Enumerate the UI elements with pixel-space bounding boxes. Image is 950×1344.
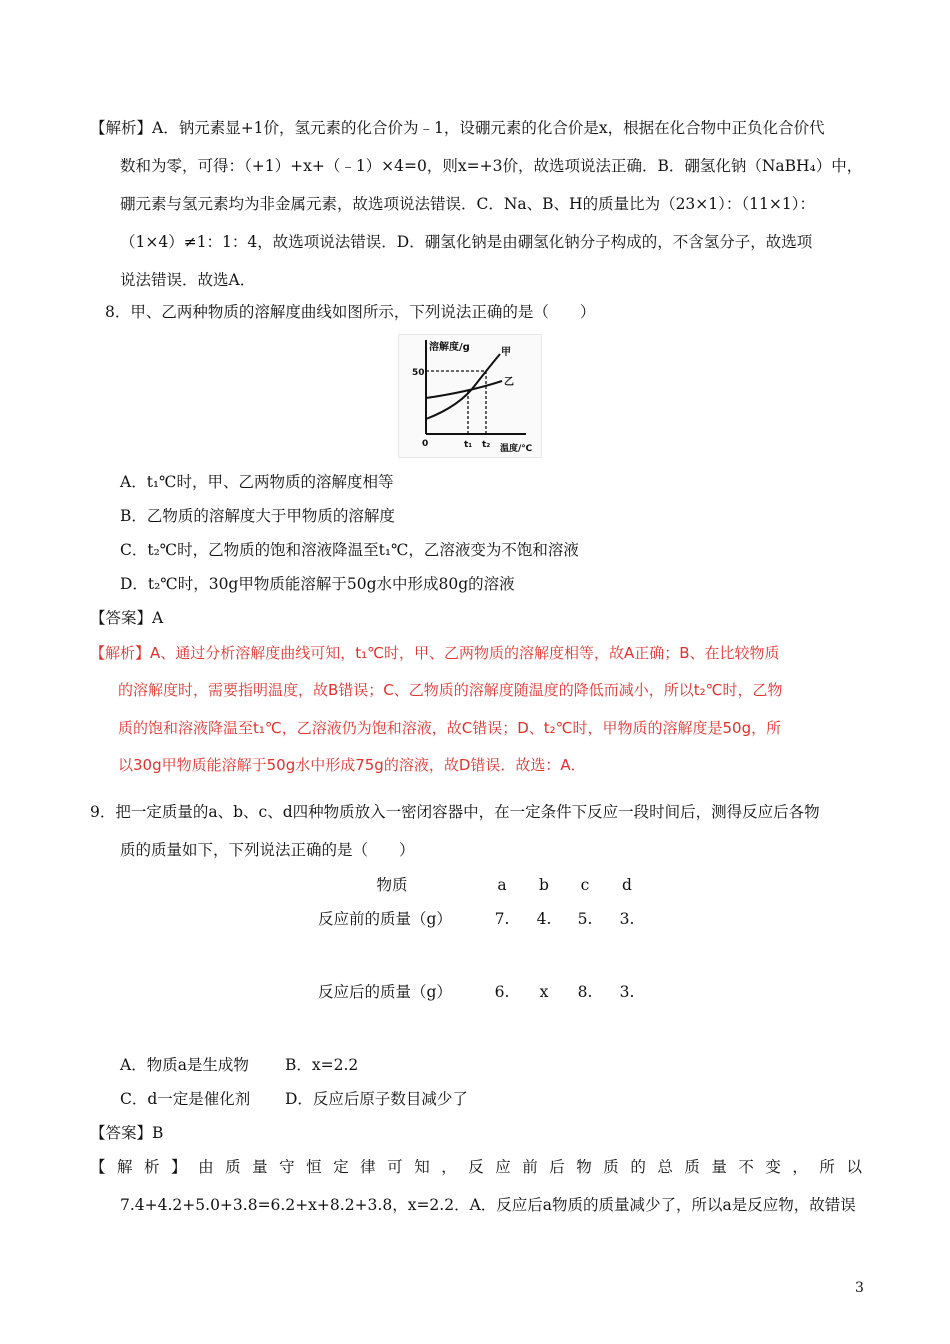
- table-after-a: 6.: [494, 983, 510, 1001]
- analysis-char: ，: [792, 1158, 808, 1176]
- analysis-char: 定: [333, 1158, 349, 1176]
- y-tick-50: 50: [412, 368, 425, 378]
- table-before-d: 3.: [619, 910, 635, 928]
- table-header-a: a: [497, 876, 507, 894]
- x-tick-t1: t₁: [464, 440, 473, 450]
- analysis-char: 质: [603, 1158, 619, 1176]
- table-header-d: d: [622, 876, 632, 894]
- analysis-line-3: 硼元素与氢元素均为非金属元素，故选项说法错误．C．Na、B、H的质量比为（23×1）：（11×1）：: [120, 195, 815, 213]
- analysis-char: 【: [90, 1158, 106, 1176]
- table-header-substance: 物质: [376, 876, 408, 894]
- y-axis-label: 溶解度/g: [429, 342, 470, 353]
- analysis-char: 质: [684, 1158, 700, 1176]
- analysis-char: ，: [441, 1158, 457, 1176]
- q8-option-d: D．t₂℃时，30g甲物质能溶解于50g水中形成80g的溶液: [120, 575, 515, 593]
- analysis-line-4: （1×4）≠1：1：4，故选项说法错误．D．硼氢化钠是由硼氢化钠分子构成的，不含氢分子，故选项: [120, 233, 813, 251]
- analysis-char: 后: [549, 1158, 565, 1176]
- q8-analysis-line-1: 【解析】A、通过分析溶解度曲线可知，t₁℃时，甲、乙两物质的溶解度相等，故A正确；B、在比较物质: [90, 644, 780, 662]
- q8-option-a: A．t₁℃时，甲、乙两物质的溶解度相等: [120, 473, 394, 491]
- q9-analysis-line-1: [90, 1157, 862, 1177]
- analysis-char: 不: [738, 1158, 754, 1176]
- analysis-char: 析: [144, 1158, 160, 1176]
- analysis-char: 总: [657, 1158, 673, 1176]
- q8-option-c: C．t₂℃时，乙物质的饱和溶液降温至t₁℃，乙溶液变为不饱和溶液: [120, 541, 579, 559]
- analysis-char: 应: [495, 1158, 511, 1176]
- analysis-char: 以: [846, 1158, 862, 1176]
- analysis-char: 知: [414, 1158, 430, 1176]
- analysis-char: 律: [360, 1158, 376, 1176]
- q9-option-a: A．物质a是生成物: [120, 1056, 249, 1074]
- q8-answer: 【答案】A: [90, 609, 164, 627]
- series-label-jia: 甲: [501, 347, 511, 358]
- table-before-a: 7.: [494, 910, 510, 928]
- q8-stem: 8．甲、乙两种物质的溶解度曲线如图所示，下列说法正确的是（ ）: [105, 303, 596, 321]
- analysis-char: 】: [171, 1158, 187, 1176]
- analysis-char: 所: [819, 1158, 835, 1176]
- solubility-curve-figure: [398, 334, 542, 458]
- x-tick-t2: t₂: [482, 440, 491, 450]
- table-after-d: 3.: [619, 983, 635, 1001]
- q8-analysis-line-3: 质的饱和溶液降温至t₁℃，乙溶液仍为饱和溶液，故C错误；D、t₂℃时，甲物质的溶解度是50g，所: [118, 719, 782, 737]
- analysis-char: 量: [711, 1158, 727, 1176]
- analysis-char: 可: [387, 1158, 403, 1176]
- q8-option-b: B．乙物质的溶解度大于甲物质的溶解度: [120, 507, 395, 525]
- table-header-c: c: [580, 876, 590, 894]
- q9-answer: 【答案】B: [90, 1124, 164, 1142]
- table-header-b: b: [539, 876, 549, 894]
- analysis-char: 反: [468, 1158, 484, 1176]
- analysis-char: 前: [522, 1158, 538, 1176]
- table-row-after-label: 反应后的质量（g）: [318, 983, 452, 1001]
- q9-option-b: B．x=2.2: [285, 1056, 359, 1074]
- analysis-line-1: 【解析】A．钠元素显+1价，氢元素的化合价为﹣1，设硼元素的化合价是x，根据在化合物中正负化合价代: [90, 119, 825, 137]
- origin-label: 0: [422, 439, 429, 449]
- q9-option-c: C．d一定是催化剂: [120, 1090, 251, 1108]
- analysis-char: 量: [252, 1158, 268, 1176]
- q8-analysis-line-4: 以30g甲物质能溶解于50g水中形成75g的溶液，故D错误．故选：A．: [118, 756, 586, 774]
- table-before-b: 4.: [536, 910, 552, 928]
- q9-stem-line-1: 9．把一定质量的a、b、c、d四种物质放入一密闭容器中，在一定条件下反应一段时间后，测得反应后各物: [90, 803, 820, 821]
- page-number: 3: [855, 1280, 864, 1296]
- q8-analysis-line-2: 的溶解度时，需要指明温度，故B错误；C、乙物质的溶解度随温度的降低而减小，所以t₂℃时，乙物: [118, 681, 783, 699]
- analysis-line-2: 数和为零，可得：（+1）+x+（﹣1）×4=0，则x=+3价，故选项说法正确．B．硼氢化钠（NaBH₄）中，: [120, 157, 863, 175]
- analysis-char: 由: [198, 1158, 214, 1176]
- analysis-char: 恒: [306, 1158, 322, 1176]
- analysis-char: 守: [279, 1158, 295, 1176]
- q9-analysis-line-2: 7.4+4.2+5.0+3.8=6.2+x+8.2+3.8，x=2.2．A．反应后a物质的质量减少了，所以a是反应物，故错误: [120, 1196, 856, 1214]
- table-before-c: 5.: [577, 910, 593, 928]
- analysis-char: 质: [225, 1158, 241, 1176]
- q9-option-d: D．反应后原子数目减少了: [285, 1090, 468, 1108]
- series-label-yi: 乙: [504, 377, 514, 388]
- table-row-before-label: 反应前的质量（g）: [318, 910, 452, 928]
- analysis-line-5: 说法错误．故选A．: [120, 271, 256, 289]
- table-after-c: 8.: [577, 983, 593, 1001]
- analysis-char: 的: [630, 1158, 646, 1176]
- analysis-char: 解: [117, 1158, 133, 1176]
- q9-stem-line-2: 质的质量如下，下列说法正确的是（ ）: [120, 841, 415, 859]
- table-after-b: x: [539, 983, 549, 1001]
- analysis-char: 物: [576, 1158, 592, 1176]
- analysis-char: 变: [765, 1158, 781, 1176]
- x-axis-label: 温度/℃: [500, 444, 533, 454]
